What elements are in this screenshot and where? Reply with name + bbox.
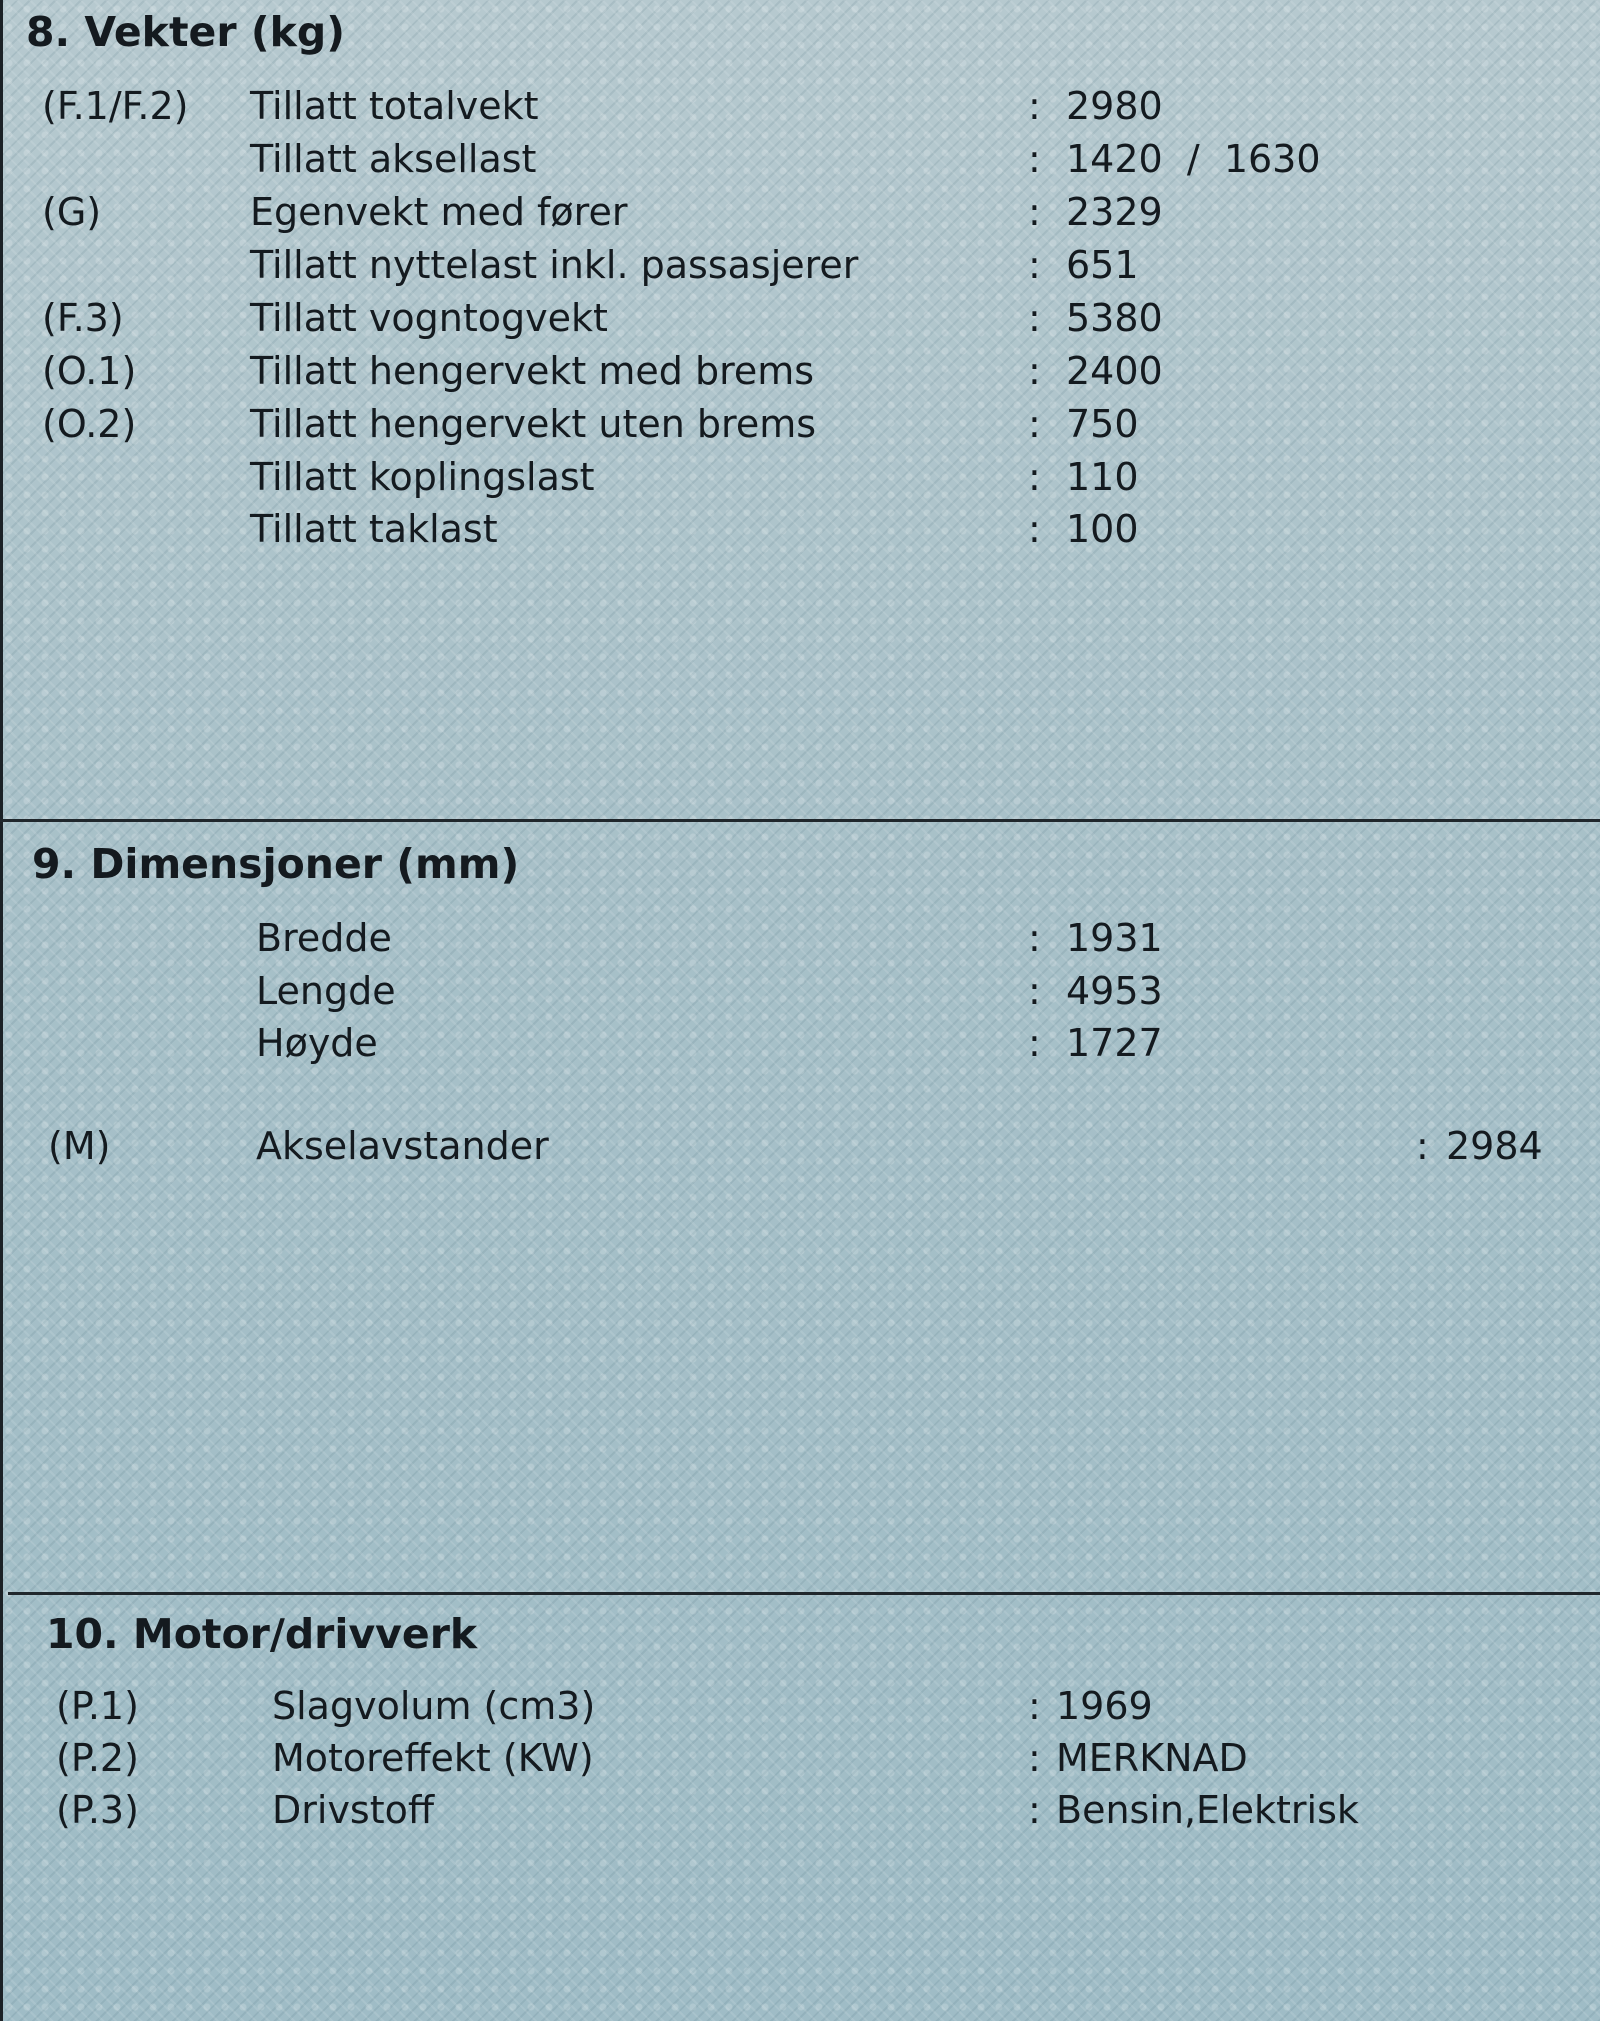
weight-row [0, 451, 1600, 503]
field-value: 2329 [1066, 190, 1163, 234]
field-separator: : [1028, 243, 1041, 287]
field-code: (O.1) [42, 349, 137, 393]
weight-row [0, 133, 1600, 185]
weight-row [0, 239, 1600, 291]
field-label: Tillatt aksellast [250, 137, 537, 181]
weight-row [0, 186, 1600, 238]
dimension-row [0, 965, 1600, 1017]
field-value: 1727 [1066, 1021, 1163, 1065]
field-separator: : [1028, 916, 1041, 960]
field-separator: : [1028, 507, 1041, 551]
field-label: Høyde [256, 1021, 378, 1065]
field-separator: : [1416, 1124, 1429, 1168]
field-separator: : [1028, 1736, 1041, 1780]
field-separator: : [1028, 190, 1041, 234]
engine-row [0, 1784, 1600, 1836]
engine-section-title: 10. Motor/drivverk [46, 1610, 478, 1658]
field-code: (P.2) [56, 1736, 139, 1780]
field-label: Slagvolum (cm3) [272, 1684, 596, 1728]
field-code: (F.3) [42, 296, 124, 340]
field-value: 5380 [1066, 296, 1163, 340]
field-separator: : [1028, 1021, 1041, 1065]
field-label: Tillatt hengervekt uten brems [250, 402, 817, 446]
field-code: (O.2) [42, 402, 137, 446]
field-value: Bensin,Elektrisk [1056, 1788, 1359, 1832]
field-separator: : [1028, 296, 1041, 340]
field-separator: : [1028, 402, 1041, 446]
field-label: Drivstoff [272, 1788, 435, 1832]
field-separator: : [1028, 1684, 1041, 1728]
field-label: Tillatt nyttelast inkl. passasjerer [250, 243, 859, 287]
field-label: Tillatt hengervekt med brems [250, 349, 815, 393]
section-divider [8, 1592, 1600, 1595]
field-separator: : [1028, 349, 1041, 393]
field-label: Akselavstander [256, 1124, 549, 1168]
weight-row [0, 345, 1600, 397]
field-value: 2984 [1446, 1124, 1543, 1168]
field-code: (P.1) [56, 1684, 139, 1728]
weight-row [0, 503, 1600, 555]
field-label: Tillatt totalvekt [250, 84, 539, 128]
field-label: Tillatt taklast [250, 507, 498, 551]
dimension-row [0, 912, 1600, 964]
field-label: Motoreffekt (KW) [272, 1736, 594, 1780]
field-separator: : [1028, 84, 1041, 128]
wheelbase-row [0, 1120, 1600, 1172]
field-value: 110 [1066, 455, 1139, 499]
field-label: Lengde [256, 969, 396, 1013]
field-label: Tillatt vogntogvekt [250, 296, 608, 340]
field-separator: : [1028, 969, 1041, 1013]
engine-row [0, 1732, 1600, 1784]
weights-section-title: 8. Vekter (kg) [26, 8, 345, 56]
field-code: (F.1/F.2) [42, 84, 189, 128]
dimension-row [0, 1017, 1600, 1069]
field-value: 750 [1066, 402, 1139, 446]
field-code: (P.3) [56, 1788, 139, 1832]
field-value: MERKNAD [1056, 1736, 1248, 1780]
field-value: 2400 [1066, 349, 1163, 393]
field-value: 651 [1066, 243, 1139, 287]
weight-row [0, 80, 1600, 132]
field-code: (M) [48, 1124, 111, 1168]
weight-row [0, 292, 1600, 344]
field-value: 2980 [1066, 84, 1163, 128]
field-separator: : [1028, 1788, 1041, 1832]
field-value: 4953 [1066, 969, 1163, 1013]
field-value: 100 [1066, 507, 1139, 551]
section-divider [0, 819, 1600, 822]
field-separator: : [1028, 137, 1041, 181]
weight-row [0, 398, 1600, 450]
field-value: 1420 / 1630 [1066, 137, 1321, 181]
field-label: Tillatt koplingslast [250, 455, 595, 499]
field-label: Egenvekt med fører [250, 190, 628, 234]
field-value: 1931 [1066, 916, 1163, 960]
engine-row [0, 1680, 1600, 1732]
field-value: 1969 [1056, 1684, 1153, 1728]
field-code: (G) [42, 190, 102, 234]
dimensions-section-title: 9. Dimensjoner (mm) [32, 840, 520, 888]
field-separator: : [1028, 455, 1041, 499]
field-label: Bredde [256, 916, 392, 960]
